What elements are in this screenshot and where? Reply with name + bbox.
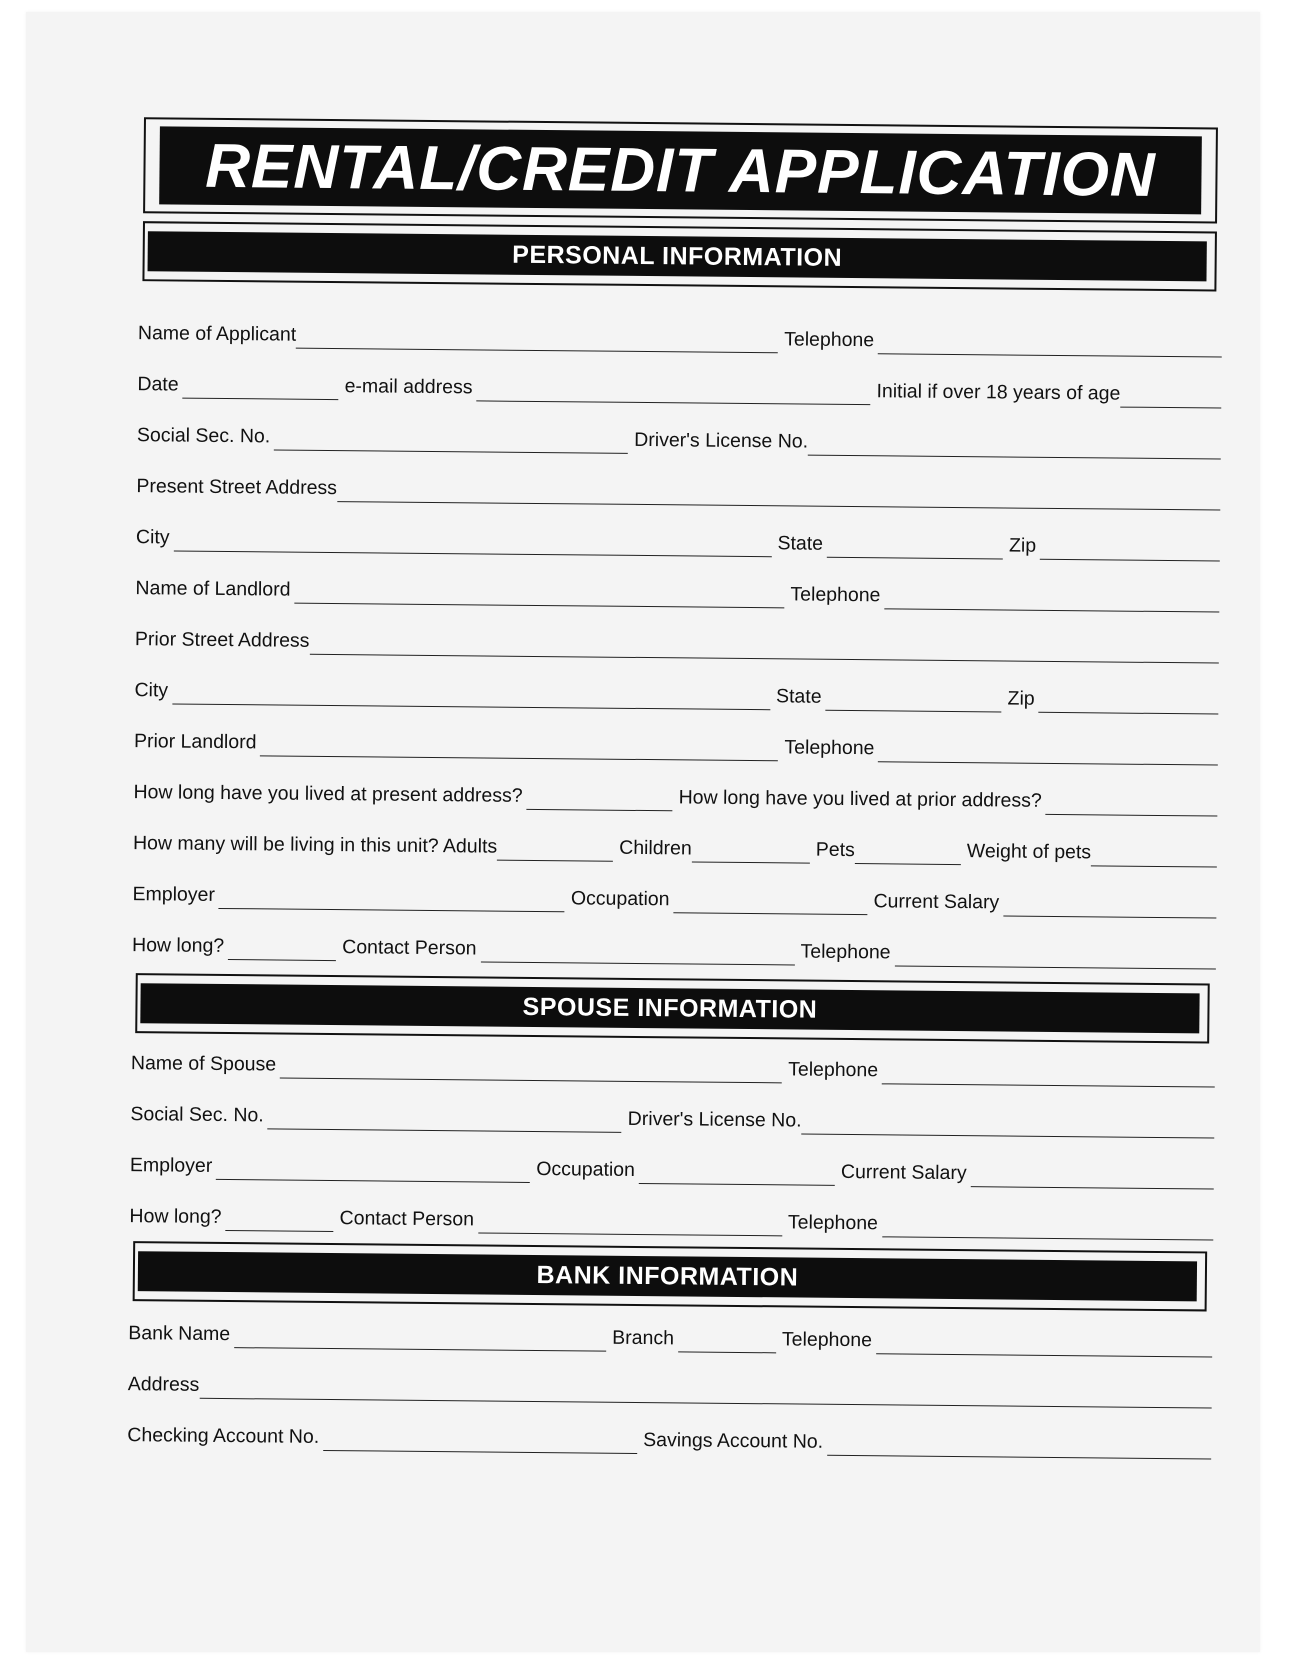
label-occupation: Occupation: [536, 1158, 636, 1181]
label-telephone: Telephone: [784, 736, 875, 760]
row-spouse-name: [131, 1047, 1215, 1087]
field-how-long-employed[interactable]: [228, 937, 336, 961]
row-applicant: [138, 317, 1222, 357]
field-how-long-prior[interactable]: [1046, 792, 1218, 817]
field-spouse-employer[interactable]: [216, 1157, 530, 1183]
row-prior-street: [135, 623, 1219, 663]
field-spouse-ssn[interactable]: [268, 1106, 622, 1132]
bank-heading: BANK INFORMATION: [138, 1251, 1197, 1301]
label-how-long: How long?: [131, 934, 225, 957]
field-ssn[interactable]: [274, 427, 628, 453]
spouse-section-header: [135, 973, 1210, 1043]
row-bank-address: [128, 1368, 1212, 1408]
form-title: RENTAL/CREDIT APPLICATION: [159, 126, 1202, 214]
personal-section-header: [142, 221, 1217, 291]
field-date[interactable]: [183, 376, 339, 400]
label-initial-18: Initial if over 18 years of age: [876, 380, 1121, 405]
field-spouse-telephone[interactable]: [882, 1061, 1215, 1087]
title-frame: [143, 117, 1218, 223]
field-email[interactable]: [476, 378, 870, 405]
label-telephone: Telephone: [788, 1058, 879, 1082]
field-how-long-present[interactable]: [527, 787, 673, 811]
label-children: Children: [619, 836, 692, 860]
field-drivers-license[interactable]: [808, 433, 1221, 460]
row-ssn: [137, 419, 1221, 459]
label-name-of-spouse: Name of Spouse: [130, 1052, 277, 1076]
field-spouse-employer-telephone[interactable]: [882, 1214, 1214, 1240]
label-how-long-prior: How long have you lived at prior address?: [678, 786, 1042, 812]
field-checking[interactable]: [323, 1428, 637, 1454]
label-contact-person: Contact Person: [339, 1207, 475, 1231]
label-weight-of-pets: Weight of pets: [966, 840, 1092, 864]
label-drivers-license: Driver's License No.: [627, 1107, 802, 1132]
label-zip: Zip: [1007, 687, 1035, 710]
label-savings: Savings Account No.: [643, 1429, 824, 1453]
field-children[interactable]: [692, 839, 810, 863]
field-prior-zip[interactable]: [1039, 690, 1219, 715]
field-prior-state[interactable]: [825, 688, 1001, 713]
row-prior-landlord: [134, 725, 1218, 765]
label-name-of-applicant: Name of Applicant: [137, 322, 297, 346]
label-telephone: Telephone: [787, 1211, 879, 1235]
field-landlord-telephone[interactable]: [884, 586, 1219, 612]
row-occupants: [133, 827, 1217, 867]
field-prior-street[interactable]: [309, 632, 1219, 664]
label-ssn: Social Sec. No.: [136, 424, 271, 448]
label-date: Date: [137, 373, 179, 396]
label-prior-street: Prior Street Address: [134, 628, 310, 652]
rental-credit-form: [110, 117, 1244, 1588]
label-state: State: [775, 685, 822, 708]
label-city: City: [135, 526, 170, 549]
field-spouse-contact-person[interactable]: [478, 1210, 782, 1236]
field-spouse-occupation[interactable]: [639, 1161, 835, 1186]
field-current-salary[interactable]: [1003, 893, 1216, 918]
label-contact-person: Contact Person: [342, 936, 477, 960]
field-bank-name[interactable]: [234, 1325, 606, 1352]
field-bank-telephone[interactable]: [876, 1331, 1213, 1357]
field-spouse-how-long[interactable]: [225, 1208, 333, 1232]
label-telephone: Telephone: [784, 328, 875, 352]
bank-section-header: [133, 1241, 1208, 1311]
row-present-city: [136, 521, 1220, 561]
label-address: Address: [127, 1373, 200, 1396]
form-sheet: [26, 12, 1260, 1652]
label-city: City: [134, 679, 169, 702]
row-spouse-employer: [130, 1149, 1214, 1189]
label-employer: Employer: [132, 883, 216, 906]
spouse-heading: SPOUSE INFORMATION: [140, 983, 1199, 1033]
label-zip: Zip: [1008, 534, 1037, 557]
label-how-long: How long?: [129, 1205, 222, 1228]
field-spouse-current-salary[interactable]: [971, 1164, 1214, 1189]
label-telephone: Telephone: [781, 1328, 873, 1352]
field-initial-18[interactable]: [1120, 385, 1221, 409]
label-current-salary: Current Salary: [873, 890, 1000, 914]
field-pets[interactable]: [855, 841, 961, 865]
row-prior-city: [134, 674, 1218, 714]
row-landlord: [135, 572, 1219, 612]
personal-heading: PERSONAL INFORMATION: [148, 231, 1207, 281]
field-bank-address[interactable]: [199, 1376, 1212, 1409]
field-prior-landlord[interactable]: [260, 733, 778, 761]
field-applicant-telephone[interactable]: [878, 331, 1222, 357]
field-employer-telephone[interactable]: [894, 943, 1216, 969]
field-branch[interactable]: [678, 1329, 776, 1353]
field-employer[interactable]: [219, 886, 565, 912]
field-name-of-landlord[interactable]: [294, 581, 784, 609]
label-pets: Pets: [815, 838, 855, 862]
row-employment-contact: [132, 929, 1216, 969]
field-present-zip[interactable]: [1040, 537, 1220, 562]
label-occupation: Occupation: [570, 887, 670, 911]
field-name-of-applicant[interactable]: [296, 326, 778, 354]
label-how-many-adults: How many will be living in this unit? Adults: [132, 832, 498, 858]
label-checking: Checking Account No.: [127, 1424, 320, 1448]
row-spouse-contact: [129, 1200, 1213, 1240]
label-branch: Branch: [612, 1326, 675, 1350]
field-weight-of-pets[interactable]: [1091, 843, 1217, 867]
field-occupation[interactable]: [673, 890, 867, 915]
label-current-salary: Current Salary: [840, 1160, 967, 1185]
row-present-street: [136, 470, 1220, 510]
label-prior-landlord: Prior Landlord: [133, 730, 257, 754]
label-telephone: Telephone: [800, 940, 891, 964]
label-present-street: Present Street Address: [136, 475, 338, 500]
field-present-street[interactable]: [337, 479, 1221, 510]
field-present-state[interactable]: [827, 535, 1003, 560]
field-contact-person[interactable]: [480, 939, 794, 965]
row-spouse-ssn: [130, 1098, 1214, 1138]
label-state: State: [777, 532, 824, 555]
field-name-of-spouse[interactable]: [280, 1056, 782, 1084]
field-spouse-drivers-license[interactable]: [801, 1112, 1214, 1139]
label-drivers-license: Driver's License No.: [634, 428, 809, 453]
row-employer: [132, 878, 1216, 918]
field-prior-landlord-telephone[interactable]: [878, 739, 1218, 765]
label-name-of-landlord: Name of Landlord: [135, 577, 291, 601]
label-how-long-present: How long have you lived at present address?: [133, 781, 523, 807]
row-accounts: [127, 1419, 1211, 1459]
row-bank-name: [128, 1317, 1212, 1357]
field-savings[interactable]: [827, 1433, 1211, 1460]
row-how-long-lived: [133, 776, 1217, 816]
label-telephone: Telephone: [790, 583, 881, 607]
label-bank-name: Bank Name: [128, 1322, 231, 1346]
row-date-email: [137, 368, 1221, 408]
field-adults[interactable]: [497, 838, 613, 862]
label-ssn: Social Sec. No.: [130, 1103, 264, 1127]
label-employer: Employer: [129, 1154, 213, 1177]
label-email: e-mail address: [344, 375, 473, 399]
field-prior-city[interactable]: [172, 681, 770, 710]
field-present-city[interactable]: [173, 528, 771, 557]
